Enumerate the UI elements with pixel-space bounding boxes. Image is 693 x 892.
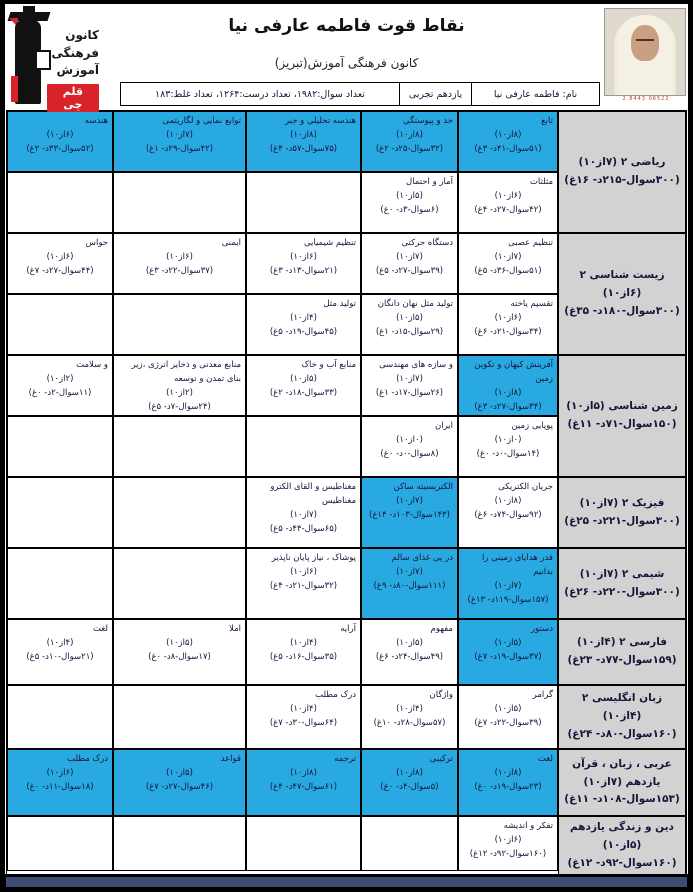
topic-stats: (۱۴۳سوال-۱۰۳د- ۱۴غ) [369, 510, 450, 521]
photo-caption: 06522 8443 2 [622, 96, 670, 102]
topic-stats: (۳۷سوال-۱۹د- ۷غ) [474, 652, 542, 663]
topic-score: (۵از۱۰) [494, 638, 522, 649]
subject-stats: (۳۰۰سوال-۲۲۰د- ۲۶غ) [564, 585, 680, 598]
topic-score: (۷از۱۰) [396, 252, 423, 263]
subject-name: زمین شناسی (۵از۱۰) [566, 400, 678, 413]
topic-stats: (۵سوال-۴د- ۰غ) [380, 782, 439, 793]
topic-name: ایران [434, 421, 453, 431]
topic-cell [113, 111, 246, 172]
empty-cell [113, 477, 246, 548]
topic-stats: (۵۲سوال-۳۳د- ۲غ) [26, 144, 94, 155]
topic-score: (۰از۱۰) [494, 435, 522, 446]
topic-stats: (۲۹سوال-۱۵د- ۱غ) [375, 327, 444, 338]
topic-name: هندسه [84, 116, 108, 126]
topic-name: واژگان [429, 690, 453, 700]
topic-name: تفکر و اندیشه [503, 821, 553, 831]
topic-stats: (۱۸سوال-۱۱د- ۰غ) [26, 782, 94, 793]
topic-cell [361, 233, 458, 294]
topic-cell [246, 749, 361, 816]
topic-cell [361, 111, 458, 172]
topic-score: (۸از۱۰) [396, 768, 423, 779]
topic-score: (۸از۱۰) [290, 768, 317, 779]
topic-stats: (۴۴سوال-۲۷د- ۷غ) [26, 266, 94, 277]
subject-row [7, 355, 686, 477]
subject-row [7, 619, 686, 685]
topic-score: (۵از۱۰) [494, 704, 522, 715]
face-shape [631, 25, 659, 61]
topic-stats: (۳۳سوال-۱۸د- ۲غ) [269, 388, 338, 399]
topic-stats: (۳۵سوال-۱۶د- ۵غ) [269, 652, 338, 663]
topic-cell [113, 355, 246, 416]
topic-score: (۸از۱۰) [290, 130, 317, 141]
topic-score: (۴از۱۰) [46, 638, 74, 649]
topic-name: لغت [92, 624, 108, 634]
subject-stats: (۱۶۰سوال-۸۰د- ۲۴غ) [567, 727, 677, 740]
topic-stats: (۲۴سوال-۷د- ۵غ) [148, 402, 211, 413]
page-bottom-edge [6, 877, 687, 887]
subject-name: دین و زندگی یازدهم (۵از۱۰) [570, 821, 674, 851]
topic-name: مثلثات [529, 177, 553, 187]
topic-cell [113, 749, 246, 816]
topic-score: (۷از۱۰) [494, 252, 522, 263]
topic-stats: (۱۵۷سوال-۱۱۹د- ۱۳غ) [467, 595, 549, 606]
topic-stats: (۱۶۰سوال-۹۲د- ۱۲غ) [469, 849, 547, 860]
topic-name: گرامر [532, 690, 553, 700]
topic-name: آمار و احتمال [406, 177, 453, 187]
subject-stats: (۱۵۹سوال-۷۷د- ۲۳غ) [567, 654, 677, 666]
topic-name: املا [229, 624, 241, 634]
topic-stats: (۷۵سوال-۵۷د- ۴غ) [269, 144, 338, 155]
topic-cell [361, 548, 458, 619]
topic-score: (۵از۱۰) [290, 374, 317, 385]
page-title: نقاط قوت فاطمه عارفی نیا [228, 16, 465, 36]
topic-cell [458, 233, 558, 294]
topic-cell [246, 619, 361, 685]
topic-name: توابع نمایی و لگاریتمی [162, 116, 241, 126]
topic-score: (۷از۱۰) [166, 130, 193, 141]
topic-cell [458, 172, 558, 233]
topic-name: ترکیبی [429, 754, 453, 764]
topic-score: (۴از۱۰) [290, 313, 317, 324]
empty-cell [7, 548, 113, 619]
topic-score: (۶از۱۰) [46, 252, 74, 263]
student-photo [604, 8, 686, 96]
topic-name: آفرینش کیهان و تکوین زمین [474, 360, 553, 385]
subject-cell [558, 111, 686, 233]
topic-cell [361, 172, 458, 233]
empty-cell [113, 294, 246, 355]
topic-name: تقسیم یاخته [510, 299, 553, 309]
topic-name: منابع آب و خاک [301, 360, 356, 370]
topic-score: (۴از۱۰) [396, 704, 423, 715]
topic-stats: (۹۲سوال-۷۴د- ۶غ) [474, 510, 542, 521]
topic-score: (۲از۱۰) [46, 374, 74, 385]
subject-name: فارسی ۲ (۴از۱۰) [576, 636, 668, 649]
topic-cell [7, 355, 113, 416]
empty-cell [113, 416, 246, 477]
topic-cell [361, 294, 458, 355]
topic-cell [361, 749, 458, 816]
subject-cell [558, 355, 686, 477]
topic-cell [458, 294, 558, 355]
subject-row [7, 685, 686, 749]
topic-name: حواس [85, 238, 108, 248]
empty-cell [113, 816, 246, 871]
topic-stats: (۴۶سوال-۲۷د- ۷غ) [145, 782, 214, 793]
topic-name: دستور [531, 624, 553, 634]
topic-stats: (۱۷سوال-۸د- ۰غ) [148, 652, 211, 663]
topic-stats: (۱۱۱سوال-۸۰د- ۹غ) [373, 581, 446, 592]
subject-name: عربی ، زبان ، قرآن یازدهم (۷از۱۰) [572, 757, 672, 788]
topic-cell [458, 548, 558, 619]
topic-name: مفهوم [430, 624, 453, 634]
student-info-bar [120, 82, 600, 106]
topic-score: (۸از۱۰) [494, 496, 522, 507]
topic-score: (۶از۱۰) [46, 768, 74, 779]
topic-stats: (۶۴سوال-۳۰د- ۷غ) [269, 718, 338, 729]
topic-score: (۶از۱۰) [494, 313, 522, 324]
empty-cell [7, 816, 113, 871]
topic-stats: (۶سوال-۳د- ۰غ) [380, 205, 439, 216]
topic-cell [361, 619, 458, 685]
eyes-shape [636, 39, 654, 43]
subject-name: زبان انگلیسی ۲ (۴از۱۰) [581, 692, 663, 723]
topic-cell [7, 749, 113, 816]
topic-cell [361, 416, 458, 477]
topic-name: حد و پیوستگی [402, 116, 453, 126]
topic-cell [7, 233, 113, 294]
topic-stats: (۳۲سوال-۲۵د- ۲غ) [375, 144, 444, 155]
subject-row [7, 816, 686, 874]
topic-name: هندسه تحلیلی و جبر [284, 116, 356, 126]
subject-row [7, 233, 686, 355]
topic-cell [361, 355, 458, 416]
topic-name: درک مطلب [315, 690, 356, 700]
empty-cell [7, 294, 113, 355]
topic-score: (۵از۱۰) [166, 638, 193, 649]
topic-score: (۴از۱۰) [290, 704, 317, 715]
student-name: نام: فاطمه عارفی نیا [471, 83, 599, 105]
topic-name: تولید مثل نهان دانگان [377, 299, 453, 309]
topic-score: (۸از۱۰) [494, 768, 522, 779]
topic-score: (۵از۱۰) [396, 191, 423, 202]
topic-name: پویایی زمین [511, 421, 553, 431]
topic-name: جریان الکتریکی [498, 482, 553, 492]
logo-line: فرهنگی [51, 45, 99, 60]
topic-cell [458, 477, 558, 548]
empty-cell [113, 548, 246, 619]
topic-name: ایمنی [221, 238, 241, 248]
topic-name: ترجمه [334, 754, 356, 764]
topic-cell [458, 816, 558, 871]
empty-cell [361, 816, 458, 871]
empty-cell [113, 172, 246, 233]
subject-cell [558, 477, 686, 548]
topic-name: دستگاه حرکتی [401, 238, 453, 248]
topic-name: قواعد [220, 754, 241, 764]
topic-stats: (۳۴سوال-۲۷د- ۳غ) [474, 402, 542, 413]
topic-cell [458, 355, 558, 416]
topic-stats: (۶۵سوال-۴۴د- ۵غ) [269, 524, 338, 535]
empty-cell [113, 685, 246, 749]
topic-cell [246, 111, 361, 172]
ghalamchi-badge: قلم چی [47, 84, 99, 112]
report-page [5, 4, 688, 874]
subject-stats: (۳۰۰سوال-۱۸۰د- ۳۵غ) [564, 304, 680, 317]
subject-cell [558, 749, 686, 816]
topic-score: (۷از۱۰) [494, 581, 522, 592]
topic-score: (۵از۱۰) [396, 638, 423, 649]
logo-line: کانون [65, 28, 99, 42]
subject-row [7, 548, 686, 619]
topic-name: الکتریسیته ساکن [393, 482, 453, 492]
topic-score: (۵از۱۰) [396, 313, 423, 324]
empty-cell [246, 816, 361, 871]
topic-name: تنظیم عصبی [508, 238, 553, 248]
topic-score: (۶از۱۰) [494, 191, 522, 202]
topic-score: (۷از۱۰) [396, 567, 423, 578]
topic-cell [458, 619, 558, 685]
topic-stats: (۳۹سوال-۲۷د- ۵غ) [375, 266, 444, 277]
topic-stats: (۲۱سوال-۱۰د- ۵غ) [26, 652, 94, 663]
subject-cell [558, 685, 686, 749]
topic-stats: (۳۷سوال-۲۲د- ۳غ) [145, 266, 214, 277]
subject-name: شیمی ۲ (۷از۱۰) [579, 567, 665, 580]
subject-cell [558, 233, 686, 355]
topic-score: (۷از۱۰) [396, 496, 423, 507]
topic-stats: (۱۱سوال-۲د- ۰غ) [28, 388, 92, 399]
subject-stats: (۱۵۳سوال-۱۰۸د- ۱۱غ) [564, 793, 680, 806]
topic-cell [246, 685, 361, 749]
topic-cell [7, 619, 113, 685]
logo-line: آموزش [56, 63, 99, 78]
topic-stats: (۵۱سوال-۳۶د- ۵غ) [474, 266, 542, 277]
topic-stats: (۳۹سوال-۲۲د- ۷غ) [474, 718, 542, 729]
topic-stats: (۵۷سوال-۲۸د- ۱۰غ) [373, 718, 446, 729]
topic-cell [246, 294, 361, 355]
topic-cell [458, 685, 558, 749]
subject-name: زیست شناسی ۲ (۶از۱۰) [579, 269, 665, 300]
topic-name: تابع [541, 116, 553, 126]
subject-stats: (۳۰۰سوال-۲۲۱د- ۲۵غ) [564, 514, 680, 527]
topic-name: درک مطلب [67, 754, 108, 764]
student-grade: یازدهم تجربی [399, 83, 471, 105]
topic-name: قدر هدایای زمینی را بدانیم [482, 553, 553, 578]
subject-name: فیزیک ۲ (۷از۱۰) [579, 496, 665, 509]
topic-score: (۰از۱۰) [396, 435, 423, 446]
topic-score: (۶از۱۰) [290, 567, 317, 578]
subject-stats: (۳۰۰سوال-۲۱۵د- ۱۶غ) [564, 174, 680, 186]
strengths-table [6, 110, 687, 874]
topic-score: (۸از۱۰) [494, 130, 522, 141]
topic-cell [246, 548, 361, 619]
empty-cell [7, 416, 113, 477]
topic-score: (۵از۱۰) [166, 768, 193, 779]
topic-cell [458, 749, 558, 816]
topic-cell [113, 619, 246, 685]
topic-stats: (۲۳سوال-۱۹د- ۰غ) [474, 782, 542, 793]
topic-score: (۴از۱۰) [290, 638, 317, 649]
topic-score: (۸از۱۰) [396, 130, 423, 141]
topic-stats: (۳۲سوال-۲۱د- ۴غ) [269, 581, 338, 592]
topic-stats: (۳۴سوال-۲۱د- ۶غ) [474, 327, 542, 338]
topic-cell [361, 685, 458, 749]
topic-name: تنظیم شیمیایی [303, 238, 356, 248]
topic-name: و سازه های مهندسی [379, 360, 453, 370]
topic-score: (۶از۱۰) [166, 252, 193, 263]
topic-cell [246, 355, 361, 416]
subject-stats: (۱۶۰سوال-۹۲د- ۱۲غ) [567, 856, 677, 869]
topic-cell [246, 477, 361, 548]
topic-stats: (۵۱سوال-۴۱د- ۳غ) [474, 144, 542, 155]
subject-cell [558, 816, 686, 874]
topic-name: تولید مثل [323, 299, 356, 309]
topic-score: (۶از۱۰) [46, 130, 74, 141]
topic-score: (۶از۱۰) [494, 835, 522, 846]
topic-stats: (۴۲سوال-۲۹د- ۱غ) [145, 144, 214, 155]
subject-cell [558, 619, 686, 685]
page-subtitle: کانون فرهنگی آموزش(تبریز) [274, 56, 419, 70]
subject-cell [558, 548, 686, 619]
topic-stats: (۶۱سوال-۴۷د- ۴غ) [269, 782, 338, 793]
topic-name: در پی غذای سالم [391, 553, 453, 563]
subject-stats: (۱۵۰سوال-۷۱د- ۱۱غ) [567, 418, 677, 430]
topic-cell [7, 111, 113, 172]
topic-stats: (۲۱سوال-۱۳د- ۳غ) [269, 266, 338, 277]
topic-score: (۷از۱۰) [396, 374, 423, 385]
topic-score: (۶از۱۰) [290, 252, 317, 263]
topic-stats: (۴۲سوال-۲۷د- ۴غ) [474, 205, 542, 216]
topic-score: (۲از۱۰) [166, 388, 193, 399]
topic-stats: (۲۶سوال-۱۷د- ۱غ) [375, 388, 444, 399]
topic-name: لغت [537, 754, 553, 764]
topic-name: آرایه [340, 624, 356, 634]
topic-name: منابع معدنی و ذخایر انرژی ،زیر بنای تمدن و توسعه [131, 360, 241, 385]
topic-cell [458, 416, 558, 477]
subject-row [7, 477, 686, 548]
topic-stats: (۴۵سوال-۱۹د- ۵غ) [269, 327, 338, 338]
student-totals: تعداد سوال:۱۹۸۲، تعداد درست:۱۲۶۴، تعداد غلط:۱۸۳ [155, 88, 365, 100]
topic-score: (۸از۱۰) [494, 388, 522, 399]
topic-stats: (۱۴سوال-۰د- ۰غ) [476, 449, 540, 460]
empty-cell [7, 172, 113, 233]
subject-row [7, 111, 686, 233]
empty-cell [246, 416, 361, 477]
topic-stats: (۴۹سوال-۲۴د- ۶غ) [375, 652, 444, 663]
topic-cell [246, 233, 361, 294]
topic-name: و سلامت [76, 360, 108, 370]
topic-cell [113, 233, 246, 294]
topic-stats: (۸سوال-۰د- ۰غ) [380, 449, 439, 460]
report-header [5, 4, 688, 111]
subject-name: ریاضی ۲ (۷از۱۰) [578, 156, 666, 169]
empty-cell [7, 477, 113, 548]
subject-row [7, 749, 686, 816]
topic-name: مغناطیس و القای الکترو مغناطیس [270, 482, 356, 507]
empty-cell [246, 172, 361, 233]
topic-cell [361, 477, 458, 548]
topic-cell [458, 111, 558, 172]
topic-name: پوشاک ، نیاز پایان ناپذیر [271, 553, 356, 563]
empty-cell [7, 685, 113, 749]
topic-score: (۷از۱۰) [290, 510, 317, 521]
